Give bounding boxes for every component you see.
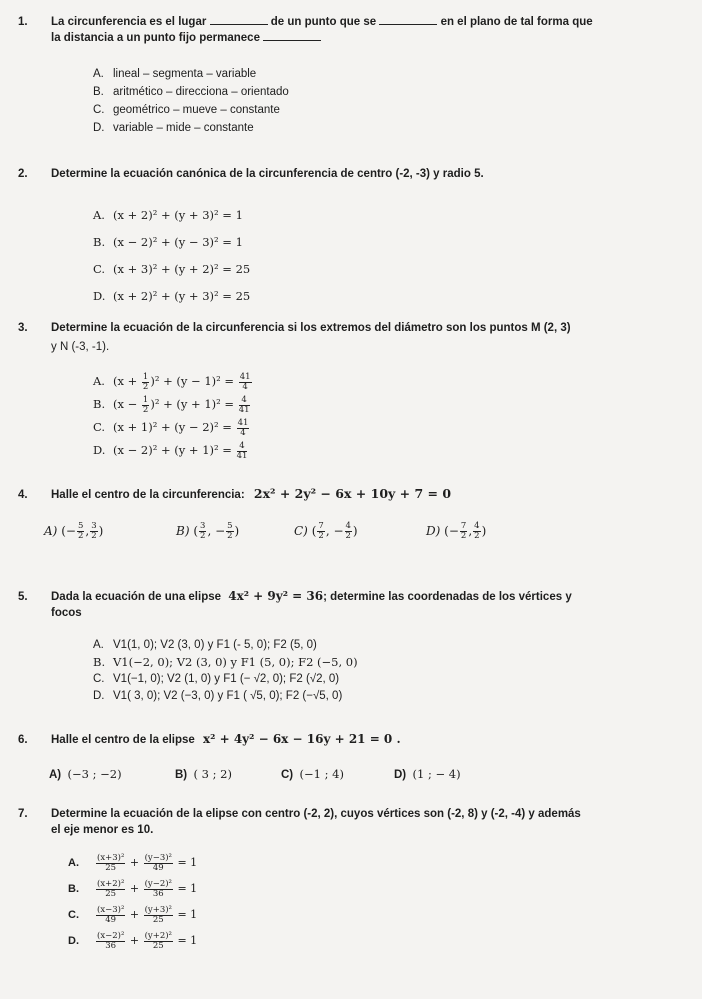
equation: 2x² + 2y² − 6x + 10y + 7 = 0 xyxy=(253,486,452,501)
option-b[interactable]: B. $\frac{\text{(x+2)²}}{25}$ + $\frac{\text{(y−2)²}}{36}$ = 1 xyxy=(68,878,198,899)
option-b[interactable]: B. V1(−2, 0); V2 (3, 0) y F1 (5, 0); F2 (−5, 0) xyxy=(93,655,358,669)
question-number: 3. xyxy=(18,322,28,334)
question-number: 5. xyxy=(18,591,28,603)
option-a[interactable]: A. (x + 2)² + (y + 3)² = 1 xyxy=(93,208,243,222)
option-b[interactable]: B. (x − $\frac{1}{2}$ )² + (y + 1)² = $\frac{4}{41}$ xyxy=(93,394,250,415)
question-text: ; determine las coordenadas de los vértices y xyxy=(323,591,572,603)
options-q3 xyxy=(93,370,253,462)
option-b[interactable]: B) ( $\frac{3}{2}$ , − $\frac{5}{2}$ ) xyxy=(176,521,240,541)
answer-blank[interactable] xyxy=(210,14,268,25)
option-c[interactable]: C. $\frac{\text{(x−3)²}}{49}$ + $\frac{\text{(y+3)²}}{25}$ = 1 xyxy=(68,904,198,925)
option-b[interactable]: B) ( 3 ; 2) xyxy=(175,767,232,781)
question-number: 1. xyxy=(18,16,28,28)
question-number: 2. xyxy=(18,168,28,180)
question-1 xyxy=(18,14,683,46)
question-text: la distancia a un punto fijo permanece xyxy=(51,32,260,44)
question-text: focos xyxy=(51,607,82,619)
question-text: Determine la ecuación de la circunferencia si los extremos del diámetro son los puntos M (2, 3) xyxy=(51,322,571,334)
option-c[interactable]: C) ( $\frac{7}{2}$ , − $\frac{4}{2}$ ) xyxy=(294,521,358,541)
question-text: Dada la ecuación de una elipse xyxy=(51,591,222,603)
options-q2 xyxy=(93,202,250,310)
question-number: 6. xyxy=(18,734,28,746)
question-text: Determine la ecuación canónica de la circunferencia de centro (-2, -3) y radio 5. xyxy=(51,168,484,180)
option-d[interactable]: D. (x + 2)² + (y + 3)² = 25 xyxy=(93,289,251,303)
question-number: 7. xyxy=(18,808,28,820)
option-a[interactable]: A. lineal – segmenta – variable xyxy=(93,68,257,80)
question-7 xyxy=(18,806,683,838)
option-c[interactable]: C. V1(−1, 0); V2 (1, 0) y F1 (− √2, 0); F2 (√2, 0) xyxy=(93,673,340,685)
option-c[interactable]: C. (x + 1)² + (y − 2)² = $\frac{41}{4}$ xyxy=(93,417,249,438)
option-d[interactable]: D. (x − 2)² + (y + 1)² = $\frac{4}{41}$ xyxy=(93,440,248,461)
question-text: Halle el centro de la elipse xyxy=(51,734,195,746)
question-text: y N (-3, -1). xyxy=(51,341,110,353)
option-a[interactable]: A) (− $\frac{5}{2}$ , $\frac{3}{2}$ ) xyxy=(44,521,104,541)
options-q5 xyxy=(93,637,358,705)
question-text: La circunferencia es el lugar xyxy=(51,16,207,28)
question-number: 4. xyxy=(18,489,28,501)
option-d[interactable]: D. V1( 3, 0); V2 (−3, 0) y F1 ( √5, 0); F2 (−√5, 0) xyxy=(93,690,343,702)
option-c[interactable]: C. geométrico – mueve – constante xyxy=(93,104,280,116)
question-text: de un punto que se xyxy=(270,16,377,28)
question-6 xyxy=(18,731,683,748)
option-d[interactable]: D) (1 ; − 4) xyxy=(394,767,461,781)
question-5 xyxy=(18,588,683,621)
equation: 4x² + 9y² = 36 xyxy=(228,589,324,603)
option-c[interactable]: C. (x + 3)² + (y + 2)² = 25 xyxy=(93,262,251,276)
question-text: Halle el centro de la circunferencia: xyxy=(51,489,245,501)
options-q7 xyxy=(68,850,197,954)
option-b[interactable]: B. aritmético – direcciona – orientado xyxy=(93,86,289,98)
equation: x² + 4y² − 6x − 16y + 21 = 0 . xyxy=(203,732,401,746)
option-c[interactable]: C) (−1 ; 4) xyxy=(281,767,344,781)
option-a[interactable]: A) (−3 ; −2) xyxy=(49,767,122,781)
option-b[interactable]: B. (x − 2)² + (y − 3)² = 1 xyxy=(93,235,243,249)
question-text: Determine la ecuación de la elipse con centro (-2, 2), cuyos vértices son (-2, 8) y (-2, -4) y además xyxy=(51,808,581,820)
answer-blank[interactable] xyxy=(263,30,321,41)
option-a[interactable]: A. $\frac{\text{(x+3)²}}{25}$ + $\frac{\text{(y−3)²}}{49}$ = 1 xyxy=(68,852,198,873)
option-a[interactable]: A. V1(1, 0); V2 (3, 0) y F1 (- 5, 0); F2 (5, 0) xyxy=(93,639,317,651)
option-d[interactable]: D) (− $\frac{7}{2}$ , $\frac{4}{2}$ ) xyxy=(426,521,487,541)
answer-blank[interactable] xyxy=(379,14,437,25)
question-2 xyxy=(18,166,683,182)
option-d[interactable]: D. variable – mide – constante xyxy=(93,122,254,134)
option-a[interactable]: A. (x + $\frac{1}{2}$ )² + (y − 1)² = $\frac{41}{4}$ xyxy=(93,371,251,392)
question-4 xyxy=(18,486,683,503)
question-3 xyxy=(18,320,683,355)
option-d[interactable]: D. $\frac{\text{(x−2)²}}{36}$ + $\frac{\text{(y+2)²}}{25}$ = 1 xyxy=(68,930,198,951)
question-text: en el plano de tal forma que xyxy=(440,16,593,28)
question-text: el eje menor es 10. xyxy=(51,824,154,836)
options-q1 xyxy=(93,65,289,137)
